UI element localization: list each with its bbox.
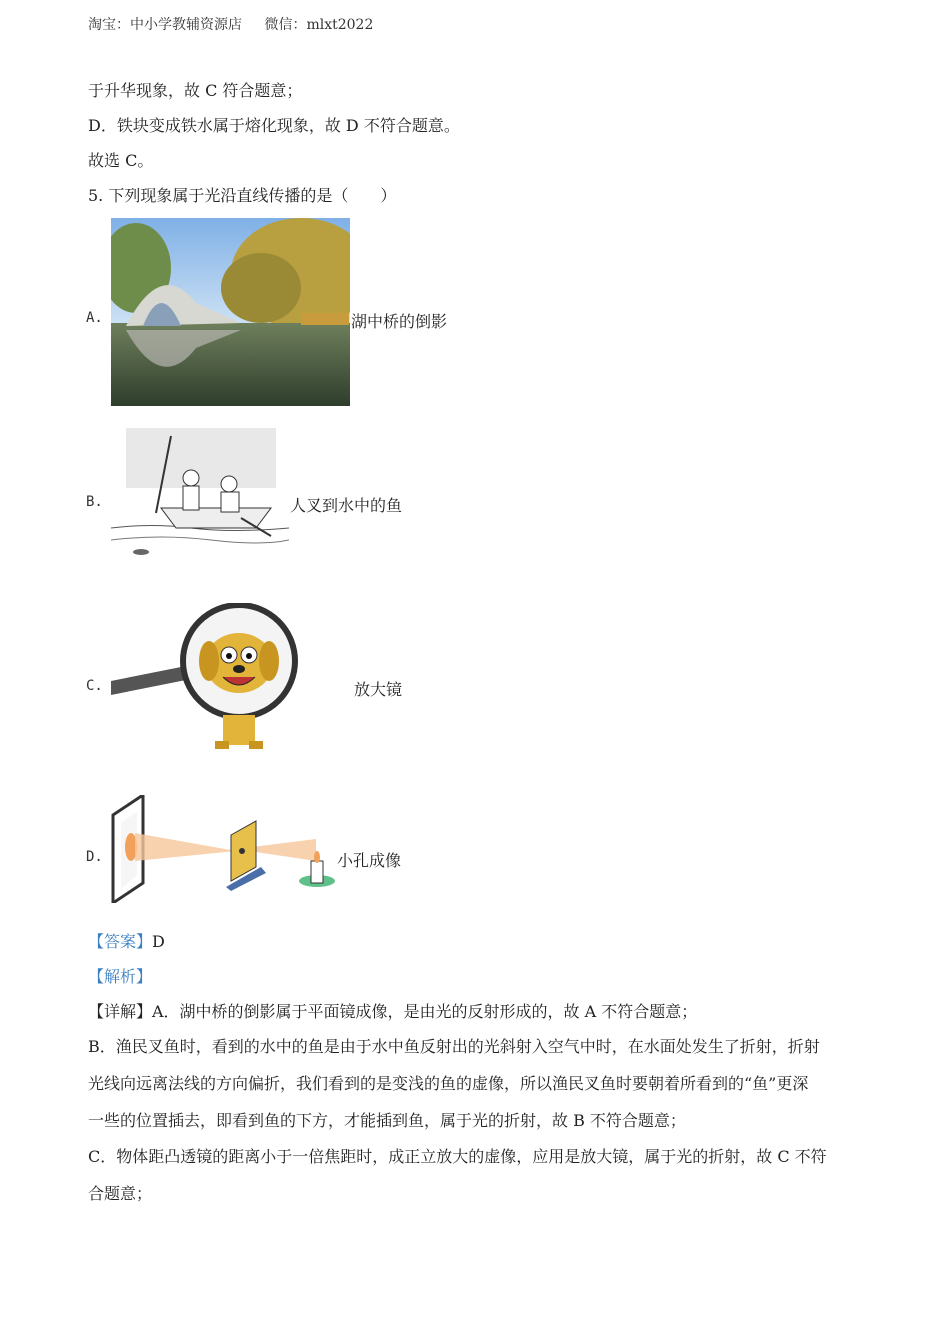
header-shop: 淘宝：中小学教辅资源店 (88, 17, 242, 33)
detail-line: 光线向远离法线的方向偏折，我们看到的是变浅的鱼的虚像，所以渔民叉鱼时要朝着所看到的“鱼”更深 (88, 1074, 809, 1093)
spear-fishing-illustration-icon (111, 428, 289, 564)
text-line: 故选 C。 (88, 151, 154, 170)
page-header (88, 14, 373, 34)
option-d-text: 小孔成像 (337, 851, 402, 870)
detail-line: 合题意； (88, 1184, 153, 1203)
option-c-letter: C. (86, 678, 103, 694)
header-wechat: 微信：mlxt2022 (264, 17, 374, 33)
text-line: D．铁块变成铁水属于熔化现象，故 D 不符合题意。 (88, 116, 460, 135)
option-b-letter: B. (86, 494, 103, 510)
detail-line: 【详解】A．湖中桥的倒影属于平面镜成像，是由光的反射形成的，故 A 不符合题意； (88, 1002, 698, 1021)
detail-line: B．渔民叉鱼时，看到的水中的鱼是由于水中鱼反射出的光斜射入空气中时，在水面处发生了折射，折射 (88, 1037, 820, 1056)
bridge-reflection-photo-icon (111, 218, 350, 406)
analysis-tag: 【解析】 (88, 967, 153, 986)
option-b-text: 人叉到水中的鱼 (290, 496, 403, 515)
detail-line: 一些的位置插去，即看到鱼的下方，才能插到鱼，属于光的折射，故 B 不符合题意； (88, 1111, 686, 1130)
text-line: 于升华现象，故 C 符合题意； (88, 81, 303, 100)
option-a-text: 湖中桥的倒影 (351, 312, 448, 331)
pinhole-camera-diagram-icon (111, 795, 339, 903)
answer-value: D (152, 932, 165, 951)
option-a-letter: A. (86, 310, 103, 326)
answer-tag: 【答案】 (88, 932, 153, 951)
answer-line (88, 931, 165, 953)
option-d-letter: D. (86, 849, 103, 865)
option-c-text: 放大镜 (354, 680, 403, 699)
magnifier-dog-illustration-icon (111, 603, 301, 763)
question-5: 5. 下列现象属于光沿直线传播的是（ ） (88, 186, 397, 205)
detail-line: C．物体距凸透镜的距离小于一倍焦距时，成正立放大的虚像，应用是放大镜，属于光的折射，故 C 不符 (88, 1147, 827, 1166)
